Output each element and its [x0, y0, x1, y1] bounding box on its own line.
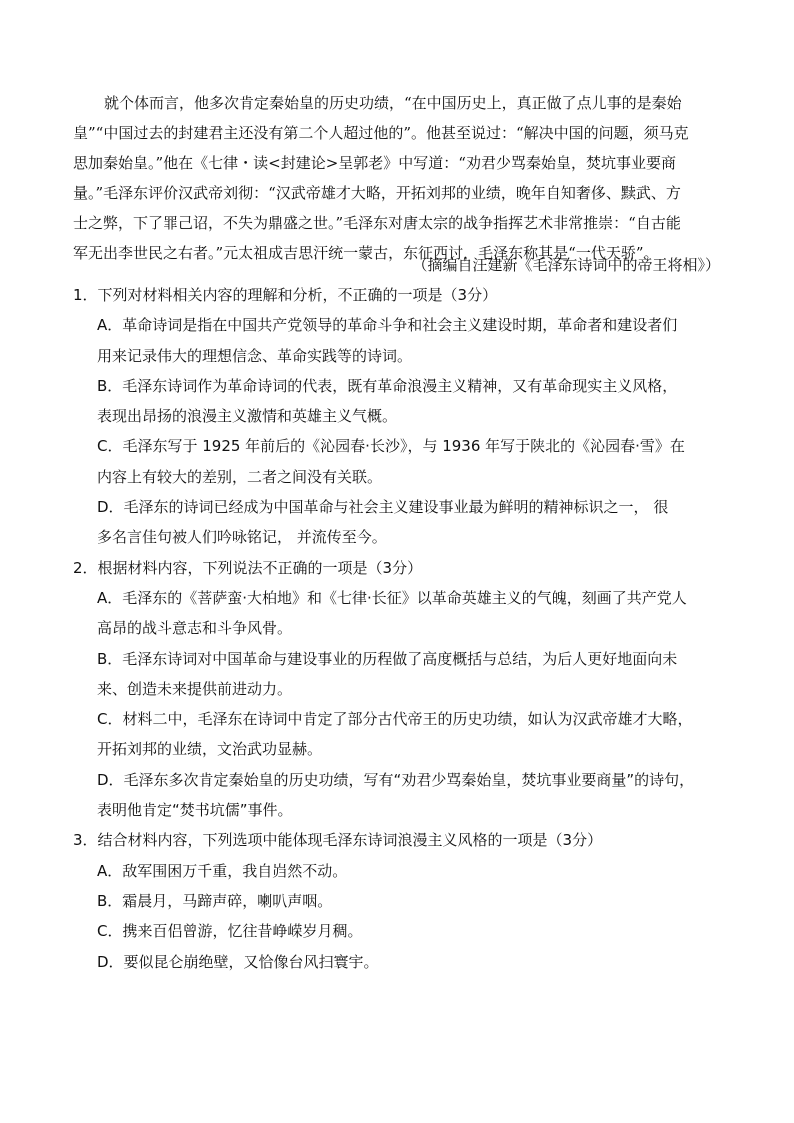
option-text: B．毛泽东诗词对中国革命与建设事业的历程做了高度概括与总结，为后人更好地面向未	[97, 649, 678, 668]
question-list	[73, 280, 733, 977]
option-text-continued: 高昂的战斗意志和斗争风骨。	[97, 619, 293, 638]
option-d[interactable]	[73, 765, 733, 826]
reading-passage	[73, 88, 725, 268]
option-text-continued: 表现出昂扬的浪漫主义激情和英雄主义气概。	[97, 407, 398, 426]
option-text-continued: 用来记录伟大的理想信念、革命实践等的诗词。	[97, 346, 413, 365]
option-text: B．毛泽东诗词作为革命诗词的代表，既有革命浪漫主义精神，又有革命现实主义风格，	[97, 376, 678, 395]
passage-line: 就个体而言，他多次肯定秦始皇的历史功绩，“在中国历史上，真正做了点儿事的是秦始	[104, 94, 682, 112]
option-text: C．携来百侣曾游，忆往昔峥嵘岁月稠。	[97, 922, 363, 941]
question-1	[73, 280, 733, 553]
option-b[interactable]	[73, 886, 733, 916]
option-text: A．革命诗词是指在中国共产党领导的革命斗争和社会主义建设时期，革命者和建设者们	[97, 316, 678, 335]
question-stem: 2．根据材料内容，下列说法不正确的一项是（3分）	[73, 558, 423, 577]
passage-line: 军无出李世民之右者。”元太祖成吉思汗统一蒙古，东征西讨，毛泽东称其是“一代天骄”。	[73, 244, 659, 262]
passage-line: 皇”“中国过去的封建君主还没有第二个人超过他的”。他甚至说过：“解决中国的问题，须马克	[73, 124, 689, 142]
question-3	[73, 825, 733, 976]
option-text-continued: 开拓刘邦的业绩，文治武功显赫。	[97, 740, 323, 759]
passage-line: 思加秦始皇。”他在《七律・读<封建论>呈郭老》中写道：“劝君少骂秦始皇，焚坑事业要商	[73, 154, 676, 172]
option-c[interactable]	[73, 704, 733, 765]
option-c[interactable]	[73, 431, 733, 492]
passage-line: 量。”毛泽东评价汉武帝刘彻：“汉武帝雄才大略，开拓刘邦的业绩，晚年自知奢侈、黩武、方	[73, 184, 681, 202]
option-a[interactable]	[73, 310, 733, 371]
question-stem: 3．结合材料内容，下列选项中能体现毛泽东诗词浪漫主义风格的一项是（3分）	[73, 831, 603, 850]
option-a[interactable]	[73, 583, 733, 644]
question-2	[73, 553, 733, 826]
question-stem: 1．下列对材料相关内容的理解和分析，不正确的一项是（3分）	[73, 286, 498, 304]
passage-line: 士之弊，下了罪己诏，不失为鼎盛之世。”毛泽东对唐太宗的战争指挥艺术非常推崇：“自古能	[73, 214, 681, 232]
option-text-continued: 表明他肯定“焚书坑儒”事件。	[97, 801, 293, 820]
passage-source: （摘编自汪建新《毛泽东诗词中的帝王将相》）	[412, 256, 720, 274]
option-text: C．材料二中，毛泽东在诗词中肯定了部分古代帝王的历史功绩，如认为汉武帝雄才大略，	[97, 710, 693, 729]
option-d[interactable]	[73, 492, 733, 553]
option-a[interactable]	[73, 856, 733, 886]
option-c[interactable]	[73, 916, 733, 946]
option-text: D．毛泽东的诗词已经成为中国革命与社会主义建设事业最为鲜明的精神标识之一， 很	[97, 498, 669, 517]
option-text: A．敌军围困万千重，我自岿然不动。	[97, 861, 348, 880]
option-text: D．毛泽东多次肯定秦始皇的历史功绩，写有“劝君少骂秦始皇，焚坑事业要商量”的诗句，	[97, 770, 695, 789]
option-text: A．毛泽东的《菩萨蛮·大柏地》和《七律·长征》以革命英雄主义的气魄，刻画了共产党人	[97, 588, 687, 607]
option-b[interactable]	[73, 371, 733, 432]
option-d[interactable]	[73, 947, 733, 977]
option-b[interactable]	[73, 644, 733, 705]
option-text-continued: 多名言佳句被人们吟咏铭记， 并流传至今。	[97, 528, 387, 547]
option-text: C．毛泽东写于 1925 年前后的《沁园春·长沙》，与 1936 年写于陕北的《沁园春·雪》在	[97, 437, 685, 456]
option-text: B．霜晨月，马蹄声碎，喇叭声咽。	[97, 891, 333, 910]
option-text-continued: 来、创造未来提供前进动力。	[97, 679, 293, 698]
option-text-continued: 内容上有较大的差别，二者之间没有关联。	[97, 467, 383, 486]
option-text: D．要似昆仑崩绝壁，又恰像台风扫寰宇。	[97, 952, 379, 971]
